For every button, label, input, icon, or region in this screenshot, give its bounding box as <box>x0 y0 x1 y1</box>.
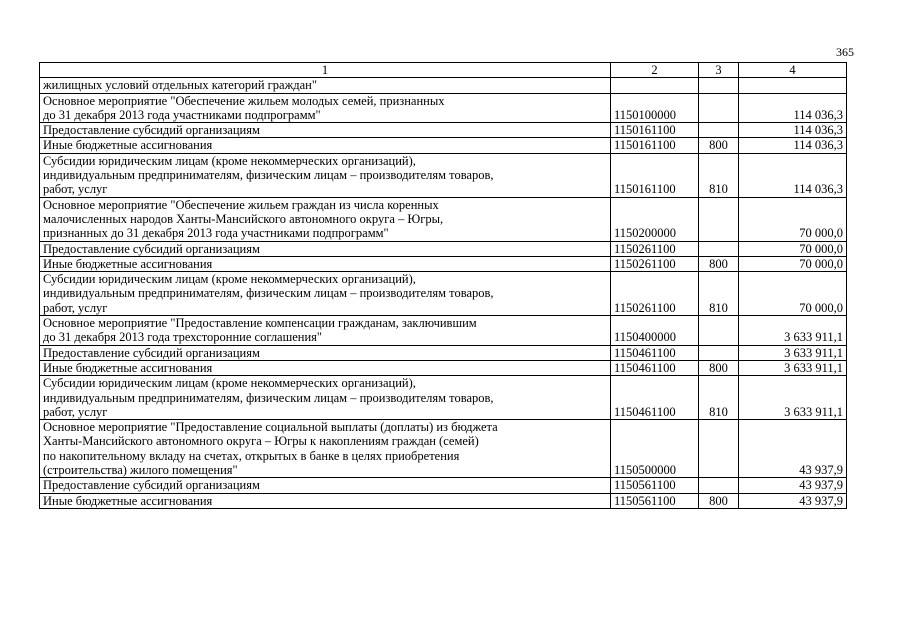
row-vr-cell <box>699 241 739 256</box>
row-name-cell: Иные бюджетные ассигнования <box>40 256 611 271</box>
table-row <box>40 123 847 138</box>
table-row <box>40 272 847 316</box>
row-vr-cell <box>699 78 739 93</box>
row-vr-cell: 810 <box>699 376 739 420</box>
table-row <box>40 345 847 360</box>
row-code-cell: 1150461100 <box>611 345 699 360</box>
row-name-cell: Иные бюджетные ассигнования <box>40 493 611 508</box>
row-name-cell: Иные бюджетные ассигнования <box>40 138 611 153</box>
table-row <box>40 478 847 493</box>
row-name-cell: Предоставление субсидий организациям <box>40 345 611 360</box>
row-vr-cell <box>699 345 739 360</box>
table-row <box>40 376 847 420</box>
budget-table <box>39 62 847 509</box>
row-code-cell <box>611 78 699 93</box>
row-code-cell: 1150261100 <box>611 256 699 271</box>
row-name-cell: Основное мероприятие "Предоставление социальной выплаты (доплаты) из бюджета Ханты-Мансийского автономного округа – Югры к накоплениям граждан (семей) по накопительному вкладу на счетах, открытых в банке в целях приобретения (строительства) жилого помещения" <box>40 420 611 478</box>
row-amount-cell: 114 036,3 <box>739 93 847 123</box>
row-vr-cell <box>699 478 739 493</box>
table-row <box>40 493 847 508</box>
row-amount-cell: 114 036,3 <box>739 123 847 138</box>
header-row <box>40 63 847 78</box>
column-header-3: 3 <box>699 63 739 78</box>
row-amount-cell: 114 036,3 <box>739 153 847 197</box>
row-code-cell: 1150200000 <box>611 197 699 241</box>
row-name-cell: Иные бюджетные ассигнования <box>40 360 611 375</box>
row-vr-cell: 800 <box>699 360 739 375</box>
row-vr-cell: 800 <box>699 138 739 153</box>
row-name-cell: Основное мероприятие "Обеспечение жильем граждан из числа коренных малочисленных народов Ханты-Мансийского автономного округа – Югры, признанных до 31 декабря 2013 года участниками подпрограмм" <box>40 197 611 241</box>
row-vr-cell: 810 <box>699 272 739 316</box>
table-row <box>40 153 847 197</box>
row-code-cell: 1150461100 <box>611 376 699 420</box>
row-vr-cell: 800 <box>699 256 739 271</box>
row-name-cell: Предоставление субсидий организациям <box>40 241 611 256</box>
table-row <box>40 316 847 346</box>
row-code-cell: 1150561100 <box>611 478 699 493</box>
row-amount-cell: 43 937,9 <box>739 493 847 508</box>
table-row <box>40 360 847 375</box>
row-amount-cell: 3 633 911,1 <box>739 316 847 346</box>
row-name-cell: Предоставление субсидий организациям <box>40 123 611 138</box>
row-code-cell: 1150400000 <box>611 316 699 346</box>
row-code-cell: 1150500000 <box>611 420 699 478</box>
table-row <box>40 78 847 93</box>
row-code-cell: 1150161100 <box>611 123 699 138</box>
column-header-2: 2 <box>611 63 699 78</box>
row-amount-cell: 70 000,0 <box>739 241 847 256</box>
row-name-cell: Субсидии юридическим лицам (кроме некоммерческих организаций), индивидуальным предпринимателям, физическим лицам – производителям товаров, работ, услуг <box>40 153 611 197</box>
row-name-cell: жилищных условий отдельных категорий граждан" <box>40 78 611 93</box>
row-name-cell: Субсидии юридическим лицам (кроме некоммерческих организаций), индивидуальным предпринимателям, физическим лицам – производителям товаров, работ, услуг <box>40 376 611 420</box>
page-number: 365 <box>836 45 854 59</box>
row-vr-cell <box>699 93 739 123</box>
row-name-cell: Предоставление субсидий организациям <box>40 478 611 493</box>
table-row <box>40 93 847 123</box>
row-vr-cell <box>699 197 739 241</box>
row-amount-cell: 70 000,0 <box>739 256 847 271</box>
row-vr-cell <box>699 420 739 478</box>
row-code-cell: 1150261100 <box>611 241 699 256</box>
row-name-cell: Субсидии юридическим лицам (кроме некоммерческих организаций), индивидуальным предпринимателям, физическим лицам – производителям товаров, работ, услуг <box>40 272 611 316</box>
row-name-cell: Основное мероприятие "Предоставление компенсации гражданам, заключившим до 31 декабря 2013 года трехсторонние соглашения" <box>40 316 611 346</box>
row-name-cell: Основное мероприятие "Обеспечение жильем молодых семей, признанных до 31 декабря 2013 года участниками подпрограмм" <box>40 93 611 123</box>
table-row <box>40 197 847 241</box>
row-vr-cell: 810 <box>699 153 739 197</box>
row-amount-cell: 43 937,9 <box>739 420 847 478</box>
row-vr-cell <box>699 123 739 138</box>
row-code-cell: 1150161100 <box>611 138 699 153</box>
row-amount-cell: 43 937,9 <box>739 478 847 493</box>
row-vr-cell: 800 <box>699 493 739 508</box>
row-amount-cell <box>739 78 847 93</box>
column-header-4: 4 <box>739 63 847 78</box>
table-row <box>40 138 847 153</box>
row-amount-cell: 70 000,0 <box>739 197 847 241</box>
table-row <box>40 241 847 256</box>
row-amount-cell: 3 633 911,1 <box>739 345 847 360</box>
table-row <box>40 420 847 478</box>
row-amount-cell: 3 633 911,1 <box>739 360 847 375</box>
row-code-cell: 1150461100 <box>611 360 699 375</box>
row-code-cell: 1150100000 <box>611 93 699 123</box>
row-vr-cell <box>699 316 739 346</box>
row-amount-cell: 3 633 911,1 <box>739 376 847 420</box>
row-amount-cell: 70 000,0 <box>739 272 847 316</box>
table-row <box>40 256 847 271</box>
row-code-cell: 1150161100 <box>611 153 699 197</box>
row-amount-cell: 114 036,3 <box>739 138 847 153</box>
row-code-cell: 1150561100 <box>611 493 699 508</box>
column-header-1: 1 <box>40 63 611 78</box>
row-code-cell: 1150261100 <box>611 272 699 316</box>
